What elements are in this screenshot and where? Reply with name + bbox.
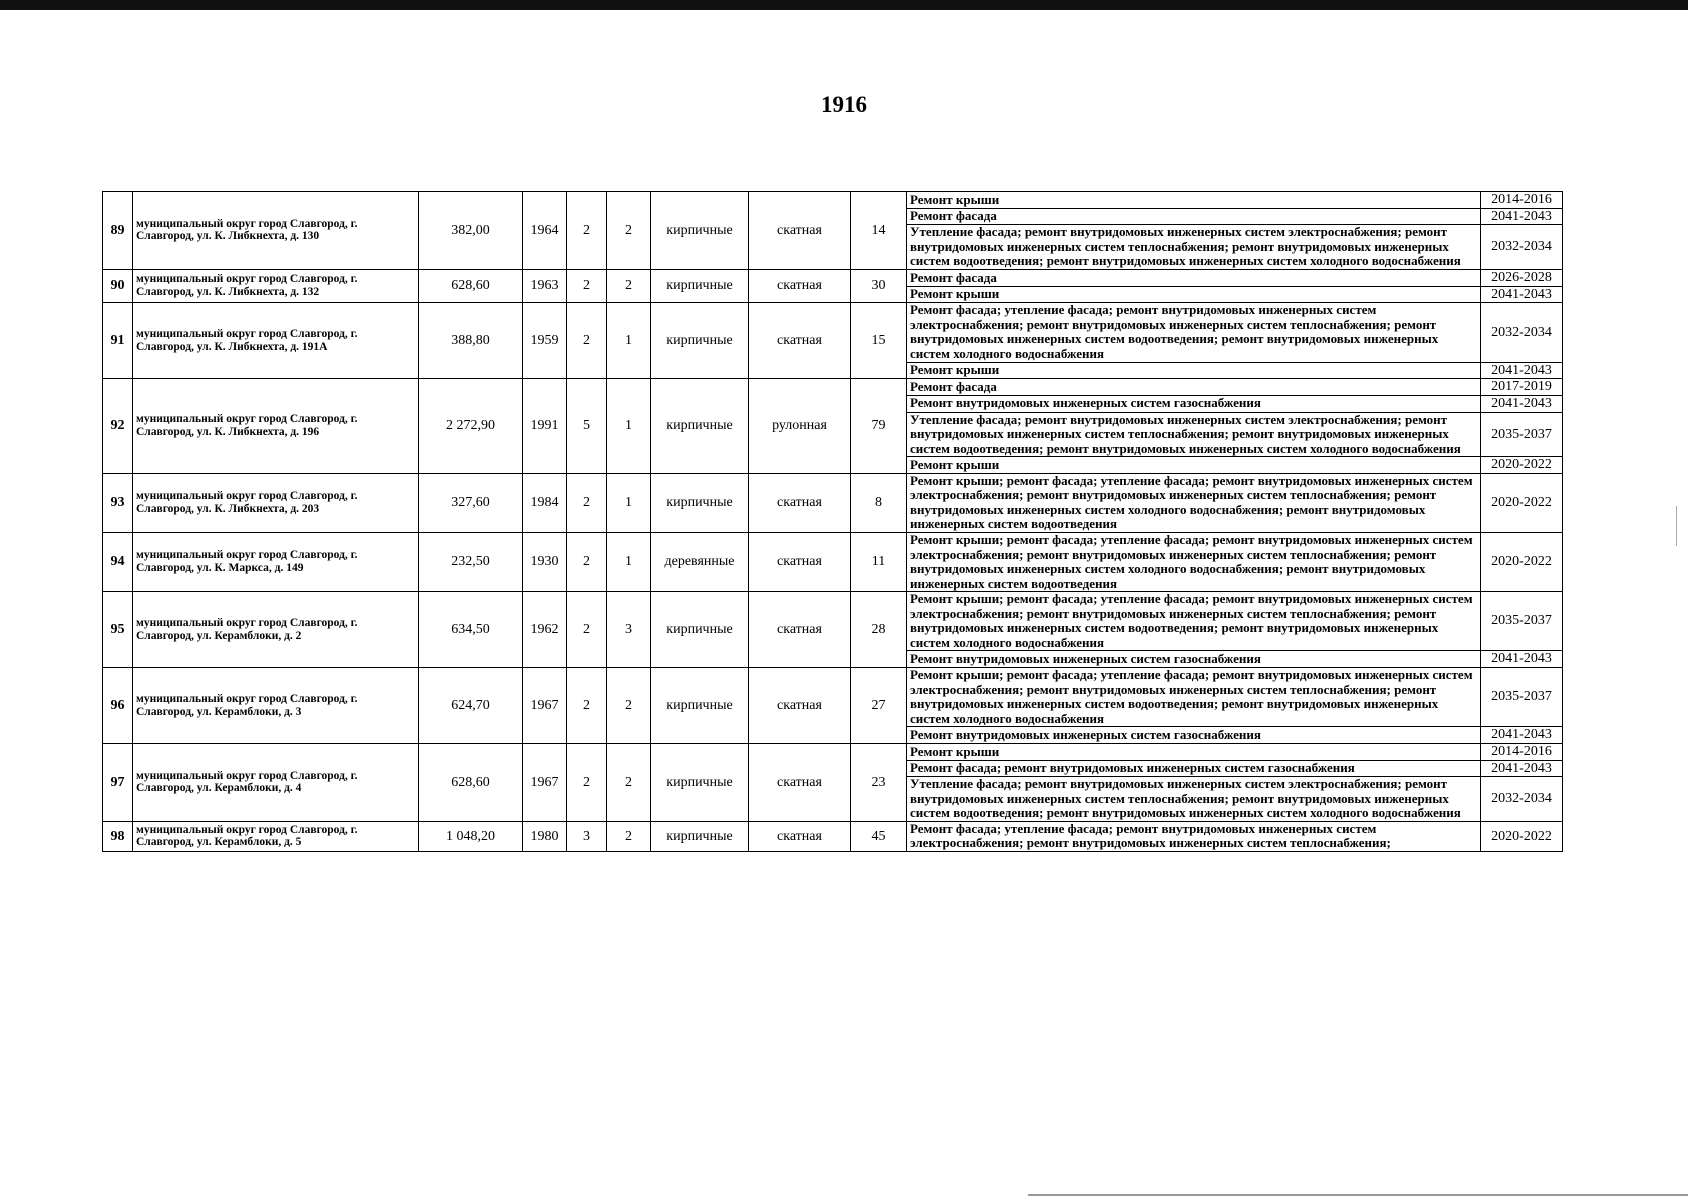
wall-material-cell: кирпичные [651,269,749,302]
year-built-cell: 1959 [523,303,567,379]
work-period-cell: 2020-2022 [1481,457,1563,474]
floors-cell: 5 [567,379,607,474]
work-period-cell: 2041-2043 [1481,395,1563,412]
work-type-cell: Ремонт внутридомовых инженерных систем газоснабжения [907,395,1481,412]
page-number: 1916 [821,92,867,117]
work-period-cell: 2041-2043 [1481,651,1563,668]
work-period-cell: 2032-2034 [1481,303,1563,362]
work-type-cell: Ремонт фасада; утепление фасада; ремонт внутридомовых инженерных систем электроснабжения; ремонт внутридомовых инженерных систем теплоснабжения; ремонт внутридомовых инженерных систем водоотведения; ремонт внутридомовых инженерных систем холодного водоснабжения [907,303,1481,362]
wall-material-cell: кирпичные [651,592,749,668]
work-period-cell: 2041-2043 [1481,208,1563,225]
address-cell: муниципальный округ город Славгород, г. Славгород, ул. К. Либкнехта, д. 191А [133,303,419,379]
house-number-cell: 95 [103,592,133,668]
roof-type-cell: скатная [749,303,851,379]
year-built-cell: 1967 [523,668,567,744]
work-type-cell: Ремонт крыши; ремонт фасада; утепление фасада; ремонт внутридомовых инженерных систем электроснабжения; ремонт внутридомовых инженерных систем теплоснабжения; ремонт внутридомовых инженерных систем водоотведения; ремонт внутридомовых инженерных систем холодного водоснабжения [907,592,1481,651]
entrances-cell: 2 [607,743,651,821]
house-number-cell: 94 [103,533,133,592]
floors-cell: 2 [567,668,607,744]
roof-type-cell: рулонная [749,379,851,474]
scan-top-border [0,0,1688,10]
scan-bottom-line [1028,1194,1688,1196]
work-type-cell: Ремонт крыши; ремонт фасада; утепление фасада; ремонт внутридомовых инженерных систем электроснабжения; ремонт внутридомовых инженерных систем теплоснабжения; ремонт внутридомовых инженерных систем холодного водоснабжения; ремонт внутридомовых инженерных систем водоотведения [907,473,1481,532]
entrances-cell: 2 [607,269,651,302]
wall-material-cell: кирпичные [651,192,749,270]
table-row [103,533,1563,592]
residents-cell: 28 [851,592,907,668]
year-built-cell: 1962 [523,592,567,668]
entrances-cell: 1 [607,303,651,379]
floors-cell: 2 [567,269,607,302]
address-cell: муниципальный округ город Славгород, г. Славгород, ул. К. Либкнехта, д. 203 [133,473,419,532]
table-row [103,592,1563,651]
area-cell: 628,60 [419,269,523,302]
house-number-cell: 92 [103,379,133,474]
area-cell: 388,80 [419,303,523,379]
table-row [103,269,1563,286]
wall-material-cell: кирпичные [651,743,749,821]
residents-cell: 30 [851,269,907,302]
area-cell: 382,00 [419,192,523,270]
entrances-cell: 2 [607,821,651,851]
entrances-cell: 2 [607,192,651,270]
scan-edge-mark [1676,506,1677,546]
house-number-cell: 93 [103,473,133,532]
floors-cell: 3 [567,821,607,851]
table-row [103,192,1563,209]
residents-cell: 23 [851,743,907,821]
entrances-cell: 3 [607,592,651,668]
address-cell: муниципальный округ город Славгород, г. Славгород, ул. К. Либкнехта, д. 196 [133,379,419,474]
house-number-cell: 98 [103,821,133,851]
address-cell: муниципальный округ город Славгород, г. Славгород, ул. К. Либкнехта, д. 130 [133,192,419,270]
work-type-cell: Ремонт внутридомовых инженерных систем газоснабжения [907,651,1481,668]
work-type-cell: Ремонт фасада [907,379,1481,396]
work-type-cell: Ремонт фасада [907,208,1481,225]
work-period-cell: 2014-2016 [1481,743,1563,760]
entrances-cell: 1 [607,379,651,474]
table-row [103,379,1563,396]
wall-material-cell: кирпичные [651,303,749,379]
wall-material-cell: деревянные [651,533,749,592]
work-period-cell: 2014-2016 [1481,192,1563,209]
area-cell: 327,60 [419,473,523,532]
floors-cell: 2 [567,192,607,270]
work-type-cell: Ремонт крыши [907,286,1481,303]
house-number-cell: 90 [103,269,133,302]
entrances-cell: 2 [607,668,651,744]
work-type-cell: Утепление фасада; ремонт внутридомовых инженерных систем электроснабжения; ремонт внутридомовых инженерных систем теплоснабжения; ремонт внутридомовых инженерных систем водоотведения; ремонт внутридомовых инженерных систем холодного водоснабжения [907,777,1481,822]
table-row [103,303,1563,362]
work-type-cell: Ремонт крыши; ремонт фасада; утепление фасада; ремонт внутридомовых инженерных систем электроснабжения; ремонт внутридомовых инженерных систем теплоснабжения; ремонт внутридомовых инженерных систем водоотведения; ремонт внутридомовых инженерных систем холодного водоснабжения [907,668,1481,727]
wall-material-cell: кирпичные [651,668,749,744]
wall-material-cell: кирпичные [651,379,749,474]
work-type-cell: Утепление фасада; ремонт внутридомовых инженерных систем электроснабжения; ремонт внутридомовых инженерных систем теплоснабжения; ремонт внутридомовых инженерных систем водоотведения; ремонт внутридомовых инженерных систем холодного водоснабжения [907,225,1481,270]
work-period-cell: 2032-2034 [1481,777,1563,822]
work-type-cell: Ремонт внутридомовых инженерных систем газоснабжения [907,727,1481,744]
year-built-cell: 1991 [523,379,567,474]
work-type-cell: Ремонт крыши [907,743,1481,760]
roof-type-cell: скатная [749,743,851,821]
address-cell: муниципальный округ город Славгород, г. Славгород, ул. К. Маркса, д. 149 [133,533,419,592]
work-type-cell: Ремонт крыши; ремонт фасада; утепление фасада; ремонт внутридомовых инженерных систем электроснабжения; ремонт внутридомовых инженерных систем теплоснабжения; ремонт внутридомовых инженерных систем холодного водоснабжения; ремонт внутридомовых инженерных систем водоотведения [907,533,1481,592]
address-cell: муниципальный округ город Славгород, г. Славгород, ул. Керамблоки, д. 4 [133,743,419,821]
floors-cell: 2 [567,473,607,532]
work-type-cell: Ремонт крыши [907,362,1481,379]
work-period-cell: 2041-2043 [1481,727,1563,744]
residents-cell: 14 [851,192,907,270]
entrances-cell: 1 [607,473,651,532]
roof-type-cell: скатная [749,668,851,744]
work-period-cell: 2017-2019 [1481,379,1563,396]
address-cell: муниципальный округ город Славгород, г. Славгород, ул. Керамблоки, д. 3 [133,668,419,744]
year-built-cell: 1930 [523,533,567,592]
address-cell: муниципальный округ город Славгород, г. Славгород, ул. Керамблоки, д. 5 [133,821,419,851]
table-row [103,743,1563,760]
work-period-cell: 2041-2043 [1481,362,1563,379]
area-cell: 1 048,20 [419,821,523,851]
work-period-cell: 2041-2043 [1481,760,1563,777]
area-cell: 232,50 [419,533,523,592]
work-period-cell: 2020-2022 [1481,533,1563,592]
roof-type-cell: скатная [749,821,851,851]
roof-type-cell: скатная [749,473,851,532]
work-type-cell: Ремонт фасада; утепление фасада; ремонт внутридомовых инженерных систем электроснабжения; ремонт внутридомовых инженерных систем теплоснабжения; [907,821,1481,851]
residents-cell: 11 [851,533,907,592]
roof-type-cell: скатная [749,269,851,302]
work-period-cell: 2020-2022 [1481,821,1563,851]
roof-type-cell: скатная [749,533,851,592]
floors-cell: 2 [567,303,607,379]
year-built-cell: 1964 [523,192,567,270]
residents-cell: 45 [851,821,907,851]
table-row [103,821,1563,851]
year-built-cell: 1984 [523,473,567,532]
work-period-cell: 2035-2037 [1481,592,1563,651]
work-type-cell: Ремонт крыши [907,457,1481,474]
work-type-cell: Утепление фасада; ремонт внутридомовых инженерных систем электроснабжения; ремонт внутридомовых инженерных систем теплоснабжения; ремонт внутридомовых инженерных систем водоотведения; ремонт внутридомовых инженерных систем холодного водоснабжения [907,412,1481,457]
area-cell: 634,50 [419,592,523,668]
residents-cell: 8 [851,473,907,532]
housing-repair-table [102,191,1563,852]
table-row [103,668,1563,727]
floors-cell: 2 [567,533,607,592]
floors-cell: 2 [567,592,607,668]
residents-cell: 79 [851,379,907,474]
entrances-cell: 1 [607,533,651,592]
house-number-cell: 91 [103,303,133,379]
roof-type-cell: скатная [749,192,851,270]
work-period-cell: 2020-2022 [1481,473,1563,532]
work-type-cell: Ремонт крыши [907,192,1481,209]
roof-type-cell: скатная [749,592,851,668]
work-period-cell: 2035-2037 [1481,412,1563,457]
year-built-cell: 1963 [523,269,567,302]
table-body [103,192,1563,852]
address-cell: муниципальный округ город Славгород, г. Славгород, ул. К. Либкнехта, д. 132 [133,269,419,302]
address-cell: муниципальный округ город Славгород, г. Славгород, ул. Керамблоки, д. 2 [133,592,419,668]
floors-cell: 2 [567,743,607,821]
house-number-cell: 97 [103,743,133,821]
year-built-cell: 1967 [523,743,567,821]
residents-cell: 15 [851,303,907,379]
area-cell: 624,70 [419,668,523,744]
house-number-cell: 89 [103,192,133,270]
work-period-cell: 2032-2034 [1481,225,1563,270]
work-period-cell: 2041-2043 [1481,286,1563,303]
work-type-cell: Ремонт фасада [907,269,1481,286]
work-period-cell: 2035-2037 [1481,668,1563,727]
year-built-cell: 1980 [523,821,567,851]
wall-material-cell: кирпичные [651,821,749,851]
area-cell: 628,60 [419,743,523,821]
table-row [103,473,1563,532]
residents-cell: 27 [851,668,907,744]
house-number-cell: 96 [103,668,133,744]
work-period-cell: 2026-2028 [1481,269,1563,286]
work-type-cell: Ремонт фасада; ремонт внутридомовых инженерных систем газоснабжения [907,760,1481,777]
area-cell: 2 272,90 [419,379,523,474]
wall-material-cell: кирпичные [651,473,749,532]
